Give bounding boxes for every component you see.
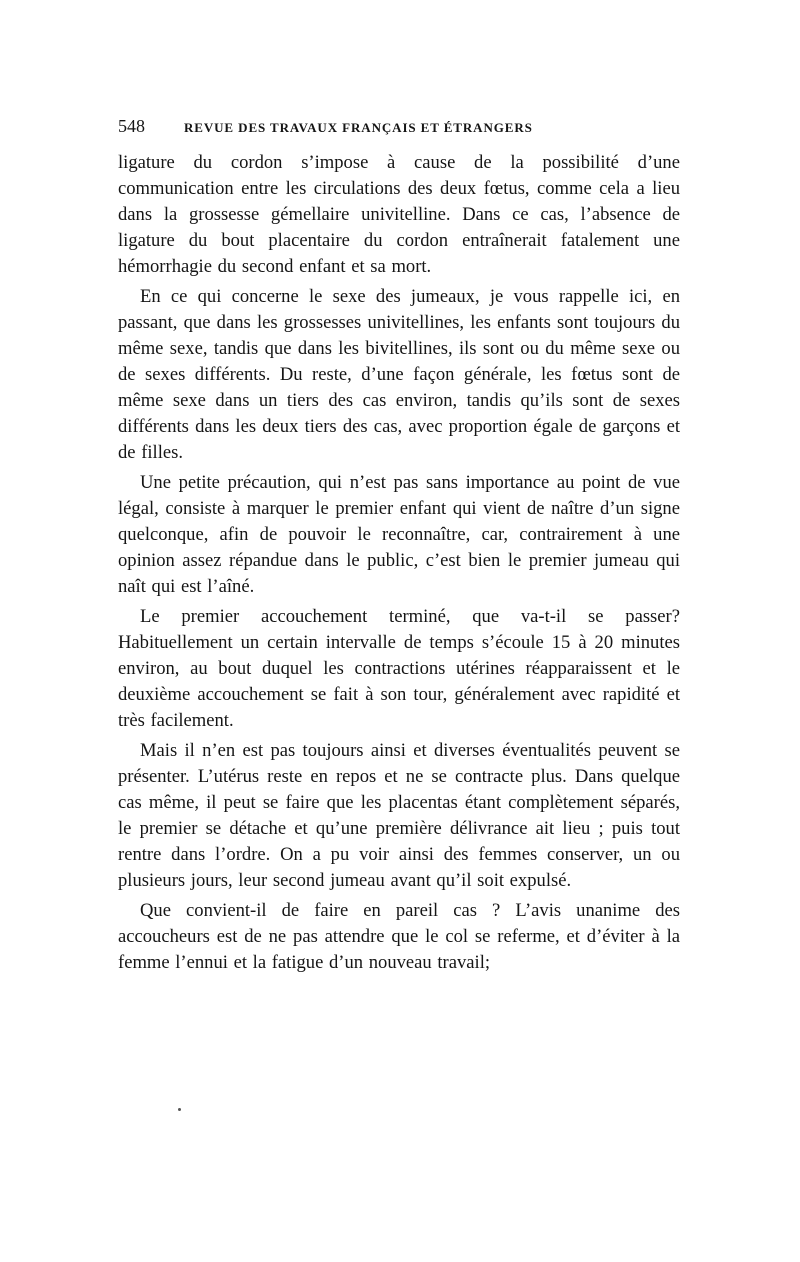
running-head [118, 116, 680, 142]
running-title: REVUE DES TRAVAUX FRANÇAIS ET ÉTRANGERS [184, 120, 533, 135]
book-page [118, 116, 680, 976]
paragraph: Le premier accouchement terminé, que va-t-il se passer? Habituellement un certain intervalle de temps s’écoule 15 à 20 minutes environ, au bout duquel les contractions utérines réapparaissent et le deuxième accouchement se fait à son tour, généralement avec rapidité et très facilement. [118, 606, 680, 731]
scan-speck [178, 1108, 181, 1111]
paragraph: Mais il n’en est pas toujours ainsi et diverses éventualités peuvent se présenter. L’utérus reste en repos et ne se contracte plus. Dans quelque cas même, il peut se faire que les placentas étant complètement séparés, le premier se détache et qu’une première délivrance ait lieu ; puis tout rentre dans l’ordre. On a pu voir ainsi des femmes conserver, un ou plusieurs jours, leur second jumeau avant qu’il soit expulsé. [118, 740, 680, 891]
paragraph: Que convient-il de faire en pareil cas ? L’avis unanime des accoucheurs est de ne pas attendre que le col se referme, et d’éviter à la femme l’ennui et la fatigue d’un nouveau travail; [118, 900, 680, 973]
paragraph: En ce qui concerne le sexe des jumeaux, je vous rappelle ici, en passant, que dans les grossesses univitellines, les enfants sont toujours du même sexe, tandis que dans les bivitellines, ils sont ou du même sexe ou de sexes différents. Du reste, d’une façon générale, les fœtus sont de même sexe dans un tiers des cas environ, tandis qu’ils sont de sexes différents dans les deux tiers des cas, avec proportion égale de garçons et de filles. [118, 286, 680, 463]
body-text [118, 150, 680, 976]
page-number: 548 [118, 116, 145, 136]
paragraph: Une petite précaution, qui n’est pas sans importance au point de vue légal, consiste à marquer le premier enfant qui vient de naître d’un signe quelconque, afin de pouvoir le reconnaître, car, contrairement à une opinion assez répandue dans le public, c’est bien le premier jumeau qui naît qui est l’aîné. [118, 472, 680, 597]
paragraph: ligature du cordon s’impose à cause de la possibilité d’une communication entre les circulations des deux fœtus, comme cela a lieu dans la grossesse gémellaire univitelline. Dans ce cas, l’absence de ligature du bout placentaire du cordon entraînerait fatalement une hémorrhagie du second enfant et sa mort. [118, 152, 680, 277]
